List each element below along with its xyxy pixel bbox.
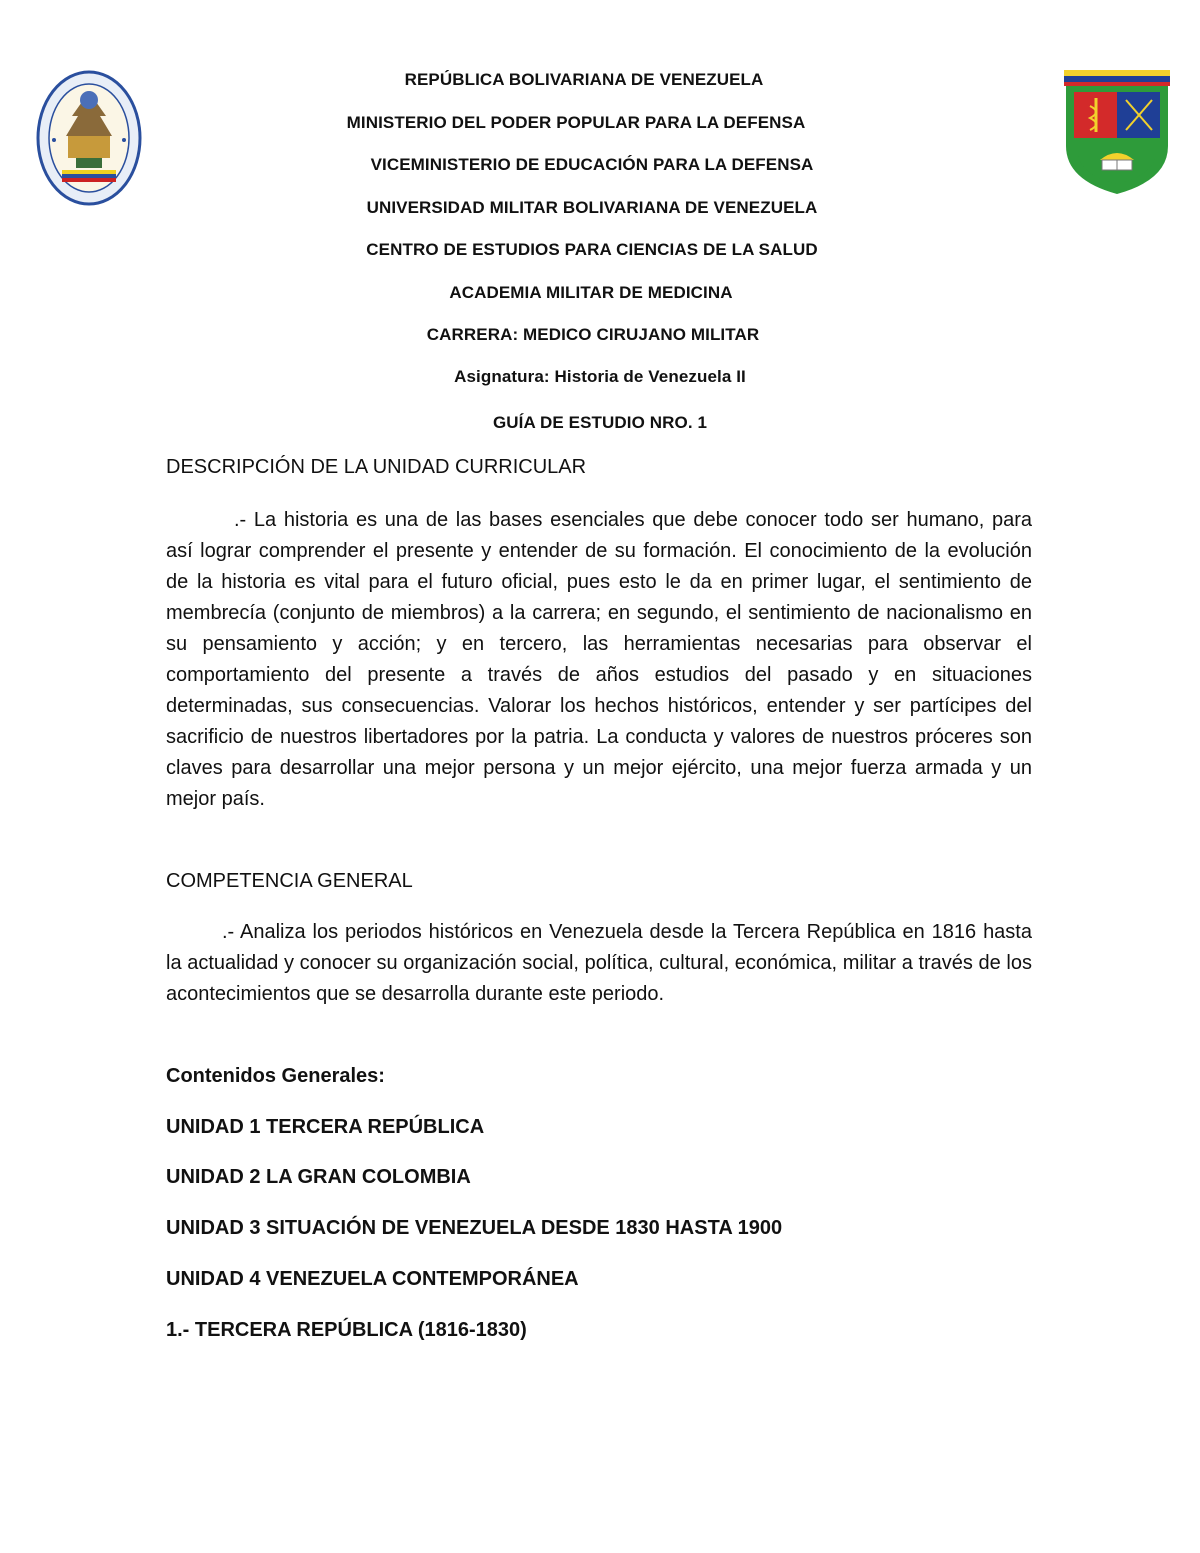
unit-item: UNIDAD 1 TERCERA REPÚBLICA xyxy=(166,1116,485,1138)
unit-item: UNIDAD 3 SITUACIÓN DE VENEZUELA DESDE 1830 HASTA 1900 xyxy=(166,1217,783,1239)
header-asignatura: Asignatura: Historia de Venezuela II xyxy=(454,367,746,386)
header-centro: CENTRO DE ESTUDIOS PARA CIENCIAS DE LA SALUD xyxy=(366,240,818,259)
unit-item: UNIDAD 4 VENEZUELA CONTEMPORÁNEA xyxy=(166,1268,579,1290)
header-ministerio: MINISTERIO DEL PODER POPULAR PARA LA DEFENSA xyxy=(346,113,806,132)
header-guia: GUÍA DE ESTUDIO NRO. 1 xyxy=(492,413,708,432)
section-title-descripcion: DESCRIPCIÓN DE LA UNIDAD CURRICULAR xyxy=(166,456,587,478)
section-title-competencia: COMPETENCIA GENERAL xyxy=(166,870,413,892)
header-viceministerio: VICEMINISTERIO DE EDUCACIÓN PARA LA DEFENSA xyxy=(370,155,814,174)
header-academia: ACADEMIA MILITAR DE MEDICINA xyxy=(449,283,733,302)
header-universidad: UNIVERSIDAD MILITAR BOLIVARIANA DE VENEZUELA xyxy=(366,198,818,217)
header-carrera: CARRERA: MEDICO CIRUJANO MILITAR xyxy=(426,325,760,344)
paragraph-competencia: .- Analiza los periodos históricos en Venezuela desde la Tercera República en 1816 hasta la actualidad y conocer su organización social, política, cultural, económica, militar a través de los acontecimientos que se desarrolla durante este periodo. xyxy=(166,921,1032,1005)
university-seal-icon xyxy=(36,70,142,206)
header-republica: REPÚBLICA BOLIVARIANA DE VENEZUELA xyxy=(404,70,764,89)
subsection-title: 1.- TERCERA REPÚBLICA (1816-1830) xyxy=(166,1319,527,1341)
unit-item: UNIDAD 2 LA GRAN COLOMBIA xyxy=(166,1166,471,1188)
section-title-contenidos: Contenidos Generales: xyxy=(166,1065,385,1087)
paragraph-descripcion: .- La historia es una de las bases esenciales que debe conocer todo ser humano, para así lograr comprender el presente y entender de su formación. El conocimiento de la evolución de la historia es vital para el futuro oficial, pues esto le da en primer lugar, el sentimiento de membrecía (conjunto de miembros) a la carrera; en segundo, el sentimiento de nacionalismo en su pensamiento y acción; y en tercero, las herramientas necesarias para observar el comportamiento del presente a través de años estudios del pasado y en situaciones determinadas, sus consecuencias. Valorar los hechos históricos, entender y ser partícipes del sacrificio de nuestros libertadores por la patria. La conducta y valores de nuestros próceres son claves para desarrollar una mejor persona y un mejor ejército, una mejor fuerza armada y un mejor país. xyxy=(166,509,1032,810)
